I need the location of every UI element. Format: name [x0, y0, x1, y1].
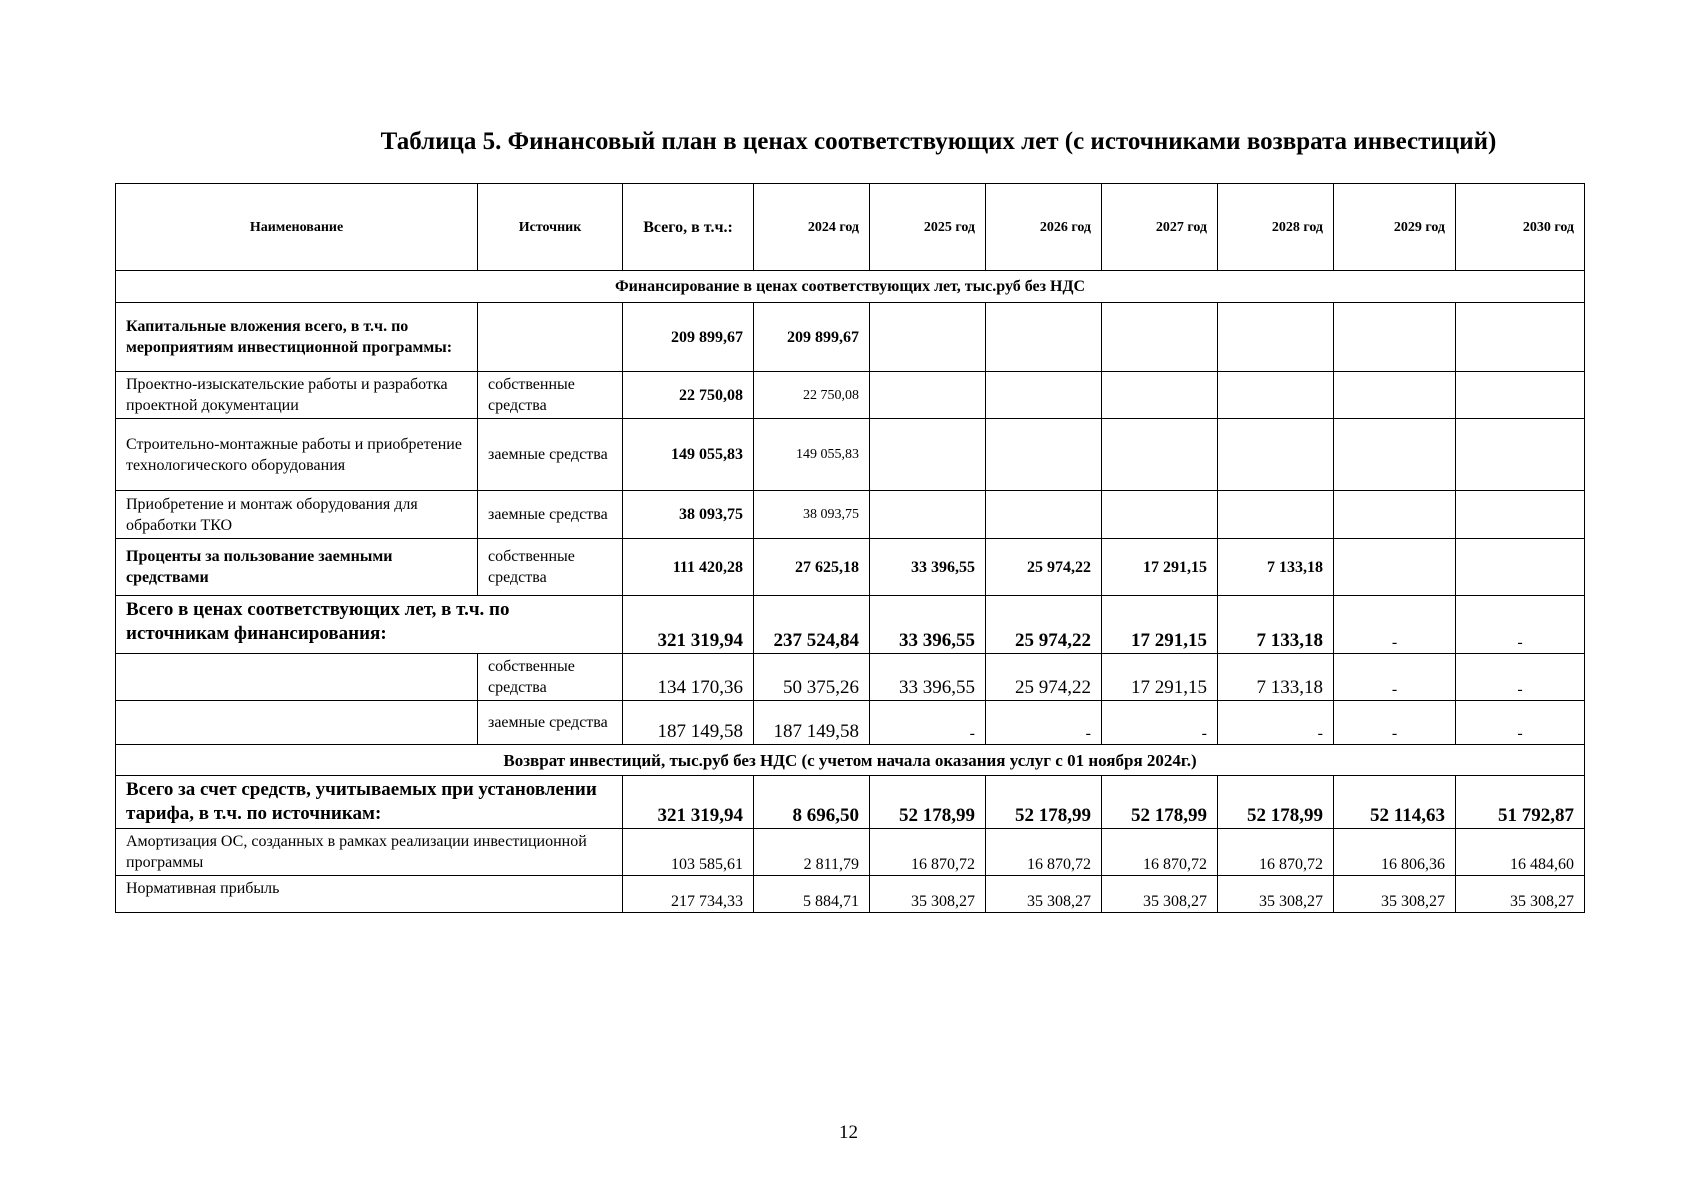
total-row-value: 25 974,22 — [986, 596, 1102, 654]
source-row-value: - — [1456, 654, 1585, 701]
section-row — [116, 745, 1585, 776]
row-source — [478, 303, 623, 372]
row-value — [1334, 372, 1456, 419]
row-value — [1456, 419, 1585, 491]
row-total: 149 055,83 — [623, 419, 754, 491]
source-row — [116, 654, 1585, 701]
row-value — [1334, 419, 1456, 491]
row-value — [1102, 491, 1218, 539]
table-row — [116, 419, 1585, 491]
row-value — [1218, 303, 1334, 372]
return-total-total: 321 319,94 — [623, 776, 754, 829]
header-year: 2025 год — [870, 184, 986, 271]
return-row-value: 16 870,72 — [1218, 829, 1334, 876]
row-value: 38 093,75 — [754, 491, 870, 539]
row-source: заемные средства — [478, 419, 623, 491]
return-row-value: 16 806,36 — [1334, 829, 1456, 876]
row-value — [1218, 372, 1334, 419]
table-row — [116, 372, 1585, 419]
financial-plan-table — [115, 183, 1585, 913]
source-row-value: - — [1102, 701, 1218, 745]
source-row-total: 187 149,58 — [623, 701, 754, 745]
row-total: 22 750,08 — [623, 372, 754, 419]
header-source: Источник — [478, 184, 623, 271]
section-financing-title: Финансирование в ценах соответствующих лет, тыс.руб без НДС — [116, 271, 1585, 303]
table-row — [116, 539, 1585, 596]
row-value: 33 396,55 — [870, 539, 986, 596]
return-row — [116, 829, 1585, 876]
return-total-value: 52 114,63 — [1334, 776, 1456, 829]
return-total-value: 52 178,99 — [986, 776, 1102, 829]
row-source: собственные средства — [478, 539, 623, 596]
return-row-value: 16 870,72 — [986, 829, 1102, 876]
return-row-value: 35 308,27 — [1218, 876, 1334, 913]
return-row-total: 103 585,61 — [623, 829, 754, 876]
source-row-value: 33 396,55 — [870, 654, 986, 701]
row-value — [986, 419, 1102, 491]
source-row-value: 17 291,15 — [1102, 654, 1218, 701]
return-total-value: 52 178,99 — [870, 776, 986, 829]
row-value: 22 750,08 — [754, 372, 870, 419]
section-row — [116, 271, 1585, 303]
return-row-name: Амортизация ОС, созданных в рамках реализации инвестиционной программы — [116, 829, 623, 876]
row-value: 17 291,15 — [1102, 539, 1218, 596]
source-row-value: - — [1334, 654, 1456, 701]
table-title: Таблица 5. Финансовый план в ценах соответствующих лет (с источниками возврата инвестиций) — [380, 128, 1497, 155]
header-year: 2030 год — [1456, 184, 1585, 271]
return-row-value: 2 811,79 — [754, 829, 870, 876]
row-value — [1456, 303, 1585, 372]
row-value — [1102, 303, 1218, 372]
source-row-value: - — [1218, 701, 1334, 745]
total-row-value: - — [1334, 596, 1456, 654]
return-total-row — [116, 776, 1585, 829]
source-row-value: 7 133,18 — [1218, 654, 1334, 701]
row-name: Приобретение и монтаж оборудования для обработки ТКО — [116, 491, 478, 539]
header-year: 2024 год — [754, 184, 870, 271]
row-total: 38 093,75 — [623, 491, 754, 539]
header-year: 2029 год — [1334, 184, 1456, 271]
row-source: собственные средства — [478, 372, 623, 419]
return-row-value: 35 308,27 — [986, 876, 1102, 913]
row-name: Капитальные вложения всего, в т.ч. по мероприятиям инвестиционной программы: — [116, 303, 478, 372]
row-value — [1334, 491, 1456, 539]
return-row-value: 35 308,27 — [1456, 876, 1585, 913]
return-row-name: Нормативная прибыль — [116, 876, 623, 913]
row-value — [870, 491, 986, 539]
return-total-value: 52 178,99 — [1218, 776, 1334, 829]
row-value — [1334, 303, 1456, 372]
row-value — [1456, 539, 1585, 596]
table-row — [116, 303, 1585, 372]
header-year: 2026 год — [986, 184, 1102, 271]
return-row — [116, 876, 1585, 913]
row-value — [1102, 419, 1218, 491]
row-value — [986, 491, 1102, 539]
row-value — [870, 303, 986, 372]
source-row-value: 187 149,58 — [754, 701, 870, 745]
header-total: Всего, в т.ч.: — [623, 184, 754, 271]
total-row-value: 33 396,55 — [870, 596, 986, 654]
row-value — [986, 303, 1102, 372]
header-row — [116, 184, 1585, 271]
return-total-value: 8 696,50 — [754, 776, 870, 829]
source-row-name — [116, 701, 478, 745]
total-row-value: 7 133,18 — [1218, 596, 1334, 654]
row-value — [1102, 372, 1218, 419]
row-value — [986, 372, 1102, 419]
row-value: 209 899,67 — [754, 303, 870, 372]
source-row-source: заемные средства — [478, 701, 623, 745]
row-total: 111 420,28 — [623, 539, 754, 596]
row-value — [870, 419, 986, 491]
total-row — [116, 596, 1585, 654]
row-value: 25 974,22 — [986, 539, 1102, 596]
total-row-total: 321 319,94 — [623, 596, 754, 654]
return-total-value: 51 792,87 — [1456, 776, 1585, 829]
row-value: 27 625,18 — [754, 539, 870, 596]
source-row-name — [116, 654, 478, 701]
return-row-value: 35 308,27 — [870, 876, 986, 913]
source-row-value: - — [1334, 701, 1456, 745]
source-row-value: - — [986, 701, 1102, 745]
page-number: 12 — [839, 1122, 858, 1143]
row-name: Проценты за пользование заемными средствами — [116, 539, 478, 596]
table-row — [116, 491, 1585, 539]
header-year: 2028 год — [1218, 184, 1334, 271]
row-value: 7 133,18 — [1218, 539, 1334, 596]
source-row-value: - — [1456, 701, 1585, 745]
row-total: 209 899,67 — [623, 303, 754, 372]
row-value — [1218, 419, 1334, 491]
row-value — [1456, 372, 1585, 419]
total-row-value: 237 524,84 — [754, 596, 870, 654]
source-row-value: 50 375,26 — [754, 654, 870, 701]
row-value: 149 055,83 — [754, 419, 870, 491]
return-total-value: 52 178,99 — [1102, 776, 1218, 829]
total-row-value: - — [1456, 596, 1585, 654]
source-row — [116, 701, 1585, 745]
return-row-value: 35 308,27 — [1102, 876, 1218, 913]
row-name: Строительно-монтажные работы и приобретение технологического оборудования — [116, 419, 478, 491]
row-value — [1334, 539, 1456, 596]
return-row-total: 217 734,33 — [623, 876, 754, 913]
return-row-value: 16 870,72 — [870, 829, 986, 876]
row-value — [1456, 491, 1585, 539]
source-row-source: собственные средства — [478, 654, 623, 701]
return-total-name: Всего за счет средств, учитываемых при установлении тарифа, в т.ч. по источникам: — [116, 776, 623, 829]
row-name: Проектно-изыскательские работы и разработка проектной документации — [116, 372, 478, 419]
header-year: 2027 год — [1102, 184, 1218, 271]
source-row-total: 134 170,36 — [623, 654, 754, 701]
return-row-value: 5 884,71 — [754, 876, 870, 913]
total-row-name: Всего в ценах соответствующих лет, в т.ч. по источникам финансирования: — [116, 596, 623, 654]
row-source: заемные средства — [478, 491, 623, 539]
source-row-value: - — [870, 701, 986, 745]
header-name: Наименование — [116, 184, 478, 271]
source-row-value: 25 974,22 — [986, 654, 1102, 701]
section-return-title: Возврат инвестиций, тыс.руб без НДС (с учетом начала оказания услуг с 01 ноября 2024г.) — [116, 745, 1585, 776]
row-value — [870, 372, 986, 419]
return-row-value: 16 484,60 — [1456, 829, 1585, 876]
return-row-value: 16 870,72 — [1102, 829, 1218, 876]
total-row-value: 17 291,15 — [1102, 596, 1218, 654]
row-value — [1218, 491, 1334, 539]
return-row-value: 35 308,27 — [1334, 876, 1456, 913]
